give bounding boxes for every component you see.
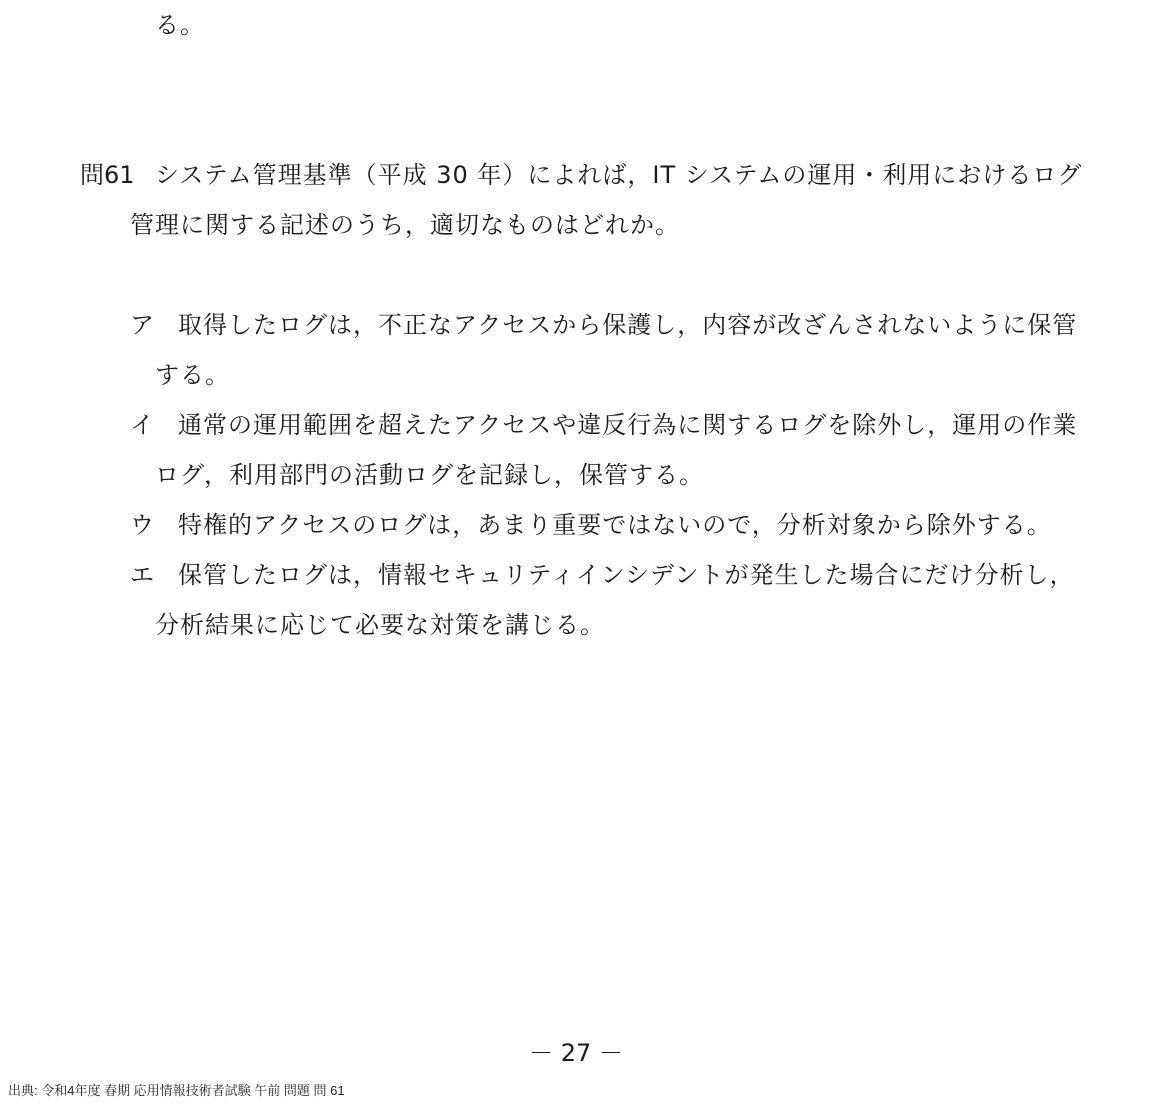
page-number: － 27 － (529, 1039, 623, 1067)
option-a-text-line-1: 取得したログは，不正なアクセスから保護し，内容が改ざんされないように保管 (178, 311, 1078, 339)
option-e-text-line-2: 分析結果に応じて必要な対策を講じる。 (155, 611, 605, 639)
option-a-text-line-2: する。 (155, 361, 230, 389)
option-e-text-line-1: 保管したログは，情報セキュリティインシデントが発生した場合にだけ分析し， (178, 561, 1075, 589)
question-text-line-1: システム管理基準（平成 30 年）によれば，IT システムの運用・利用におけるログ (155, 161, 1083, 189)
option-u-text-line-1: 特権的アクセスのログは，あまり重要ではないので，分析対象から除外する。 (178, 511, 1052, 539)
previous-page-fragment: る。 (155, 11, 205, 39)
option-e-label: エ (130, 561, 154, 589)
option-i-label: イ (130, 411, 154, 439)
question-number: 問61 (80, 161, 135, 189)
option-a-label: ア (130, 311, 154, 339)
question-text-line-2: 管理に関する記述のうち，適切なものはどれか。 (130, 211, 680, 239)
option-i-text-line-1: 通常の運用範囲を超えたアクセスや違反行為に関するログを除外し，運用の作業 (178, 411, 1078, 439)
option-i-text-line-2: ログ，利用部門の活動ログを記録し，保管する。 (155, 461, 705, 489)
option-u-label: ウ (130, 511, 154, 539)
source-citation: 出典: 令和4年度 春期 応用情報技術者試験 午前 問題 問 61 (8, 1083, 345, 1098)
